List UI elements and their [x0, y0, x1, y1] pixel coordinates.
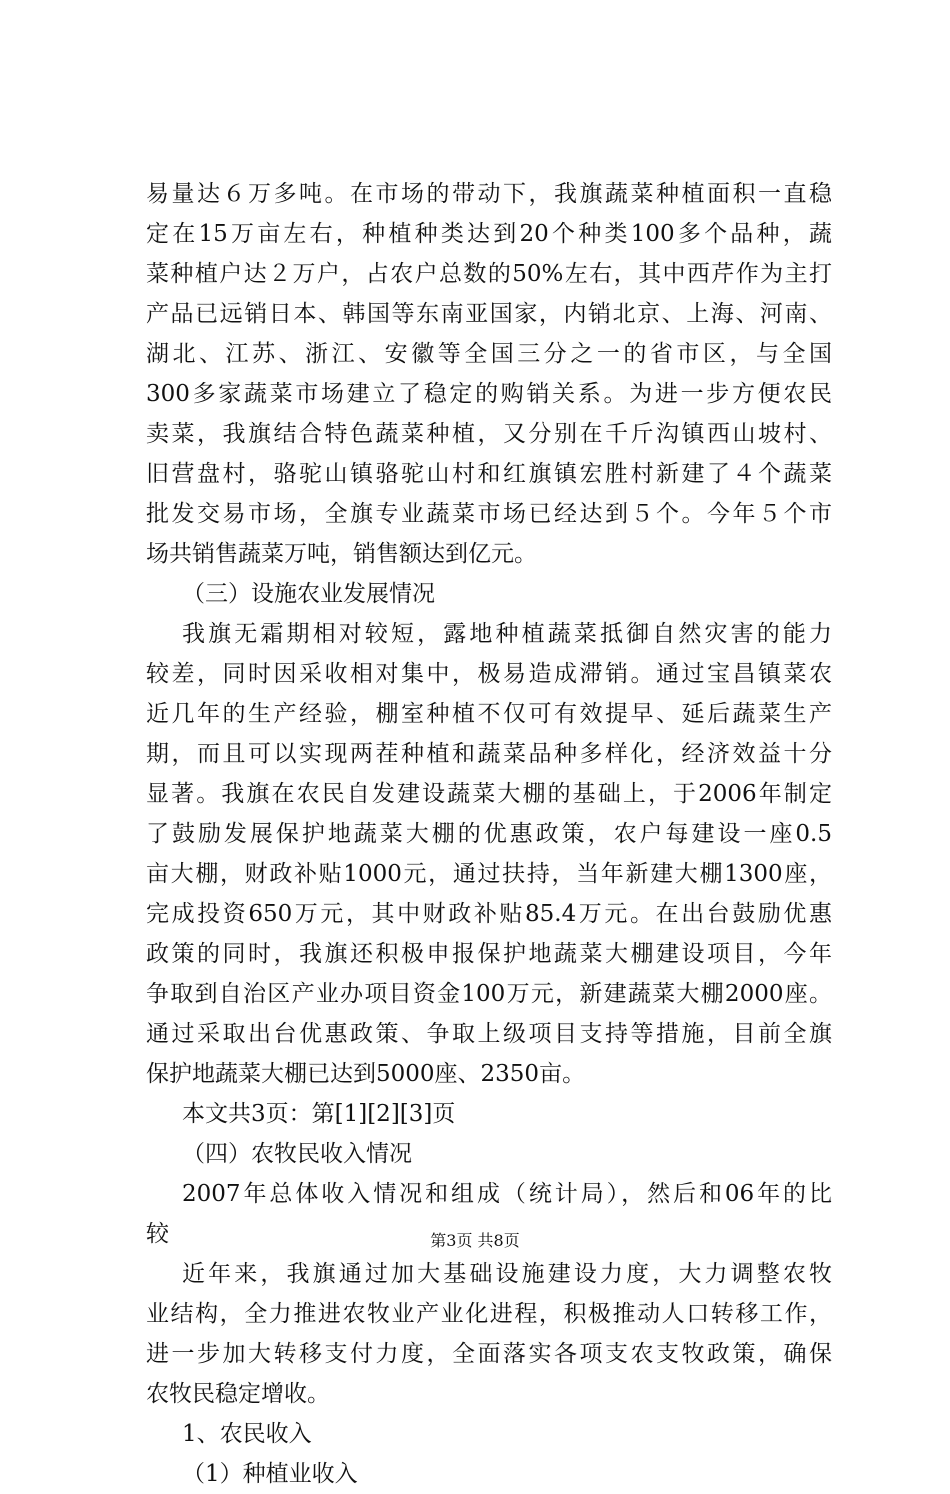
text-line: 卖菜，我旗结合特色蔬菜种植，又分别在千斤沟镇西山坡村、 [146, 421, 832, 447]
text-line: （1）种植业收入 [182, 1461, 358, 1487]
text-line: 完成投资650万元，其中财政补贴85.4万元。在出台鼓励优惠 [146, 901, 832, 927]
text-line: 政策的同时，我旗还积极申报保护地蔬菜大棚建设项目，今年 [146, 941, 832, 967]
text-line: 本文共3页：第[1][2][3]页 [182, 1101, 456, 1127]
text-line: 通过采取出台优惠政策、争取上级项目支持等措施，目前全旗 [146, 1021, 832, 1047]
text-line: 期，而且可以实现两茬种植和蔬菜品种多样化，经济效益十分 [146, 741, 832, 767]
text-line: 较 [146, 1221, 169, 1247]
text-line: 易量达６万多吨。在市场的带动下，我旗蔬菜种植面积一直稳 [146, 181, 832, 207]
text-line: 我旗无霜期相对较短，露地种植蔬菜抵御自然灾害的能力 [182, 621, 832, 647]
text-line: 保护地蔬菜大棚已达到5000座、2350亩。 [146, 1061, 586, 1087]
text-line: 1、农民收入 [182, 1421, 312, 1447]
text-line: 进一步加大转移支付力度，全面落实各项支农支牧政策，确保 [146, 1341, 832, 1367]
text-line: 300多家蔬菜市场建立了稳定的购销关系。为进一步方便农民 [146, 381, 832, 407]
document-body [146, 174, 832, 1494]
text-line: 菜种植户达２万户，占农户总数的50%左右，其中西芹作为主打 [146, 261, 832, 287]
text-line: 显著。我旗在农民自发建设蔬菜大棚的基础上，于2006年制定 [146, 781, 832, 807]
text-line: 场共销售蔬菜万吨，销售额达到亿元。 [146, 541, 537, 567]
text-line: 旧营盘村，骆驼山镇骆驼山村和红旗镇宏胜村新建了４个蔬菜 [146, 461, 832, 487]
text-line: 争取到自治区产业办项目资金100万元，新建蔬菜大棚2000座。 [146, 981, 832, 1007]
text-line: 业结构，全力推进农牧业产业化进程，积极推动人口转移工作， [146, 1301, 832, 1327]
text-line: （四）农牧民收入情况 [182, 1141, 412, 1167]
text-line: 农牧民稳定增收。 [146, 1381, 330, 1407]
text-line: （三）设施农业发展情况 [182, 581, 435, 607]
text-line: 了鼓励发展保护地蔬菜大棚的优惠政策，农户每建设一座0.5 [146, 821, 832, 847]
page-footer: 第3页 共8页 [430, 1231, 520, 1250]
text-line: 2007年总体收入情况和组成（统计局），然后和06年的比 [182, 1181, 832, 1207]
text-line: 批发交易市场，全旗专业蔬菜市场已经达到５个。今年５个市 [146, 501, 832, 527]
text-line: 亩大棚，财政补贴1000元，通过扶持，当年新建大棚1300座， [146, 861, 832, 887]
text-line: 较差，同时因采收相对集中，极易造成滞销。通过宝昌镇菜农 [146, 661, 832, 687]
text-line: 近几年的生产经验，棚室种植不仅可有效提早、延后蔬菜生产 [146, 701, 832, 727]
text-line: 定在15万亩左右，种植种类达到20个种类100多个品种，蔬 [146, 221, 832, 247]
text-line: 产品已远销日本、韩国等东南亚国家，内销北京、上海、河南、 [146, 301, 832, 327]
text-line: 近年来，我旗通过加大基础设施建设力度，大力调整农牧 [182, 1261, 832, 1287]
text-line: 湖北、江苏、浙江、安徽等全国三分之一的省市区，与全国 [146, 341, 832, 367]
